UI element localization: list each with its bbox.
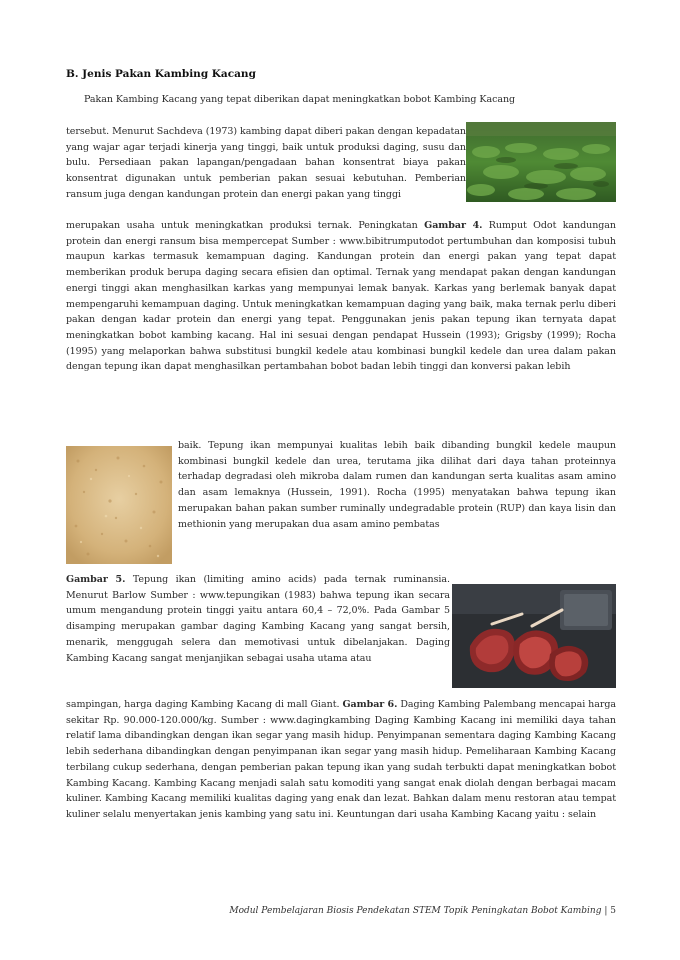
- raw-meat-image: [452, 584, 616, 688]
- paragraph-4: [66, 572, 450, 666]
- paragraph-5-start: sampingan, harga daging Kambing Kacang di mall Giant.: [66, 699, 340, 710]
- grass-field-image: [466, 122, 616, 202]
- fish-meal-image: [66, 446, 172, 564]
- figure-6-caption-label: Gambar 6.: [342, 699, 398, 710]
- paragraph-5: [66, 697, 616, 823]
- section-heading: B. Jenis Pakan Kambing Kacang: [66, 68, 256, 80]
- footer-text: Modul Pembelajaran Biosis Pendekatan STEM Topik Peningkatan Bobot Kambing |: [229, 906, 608, 916]
- figure-4-caption-label: Gambar 4.: [424, 220, 483, 231]
- paragraph-2-start: merupakan usaha untuk meningkatkan produksi ternak. Peningkatan: [66, 220, 418, 231]
- paragraph-1-continued: tersebut. Menurut Sachdeva (1973) kambing dapat diberi pakan dengan kepadatan yang wajar agar terjadi kinerja yang tinggi, baik untuk produksi daging, susu dan bulu. Persediaan pakan lapangan/pengadaan bahan konsentrat biaya pakan konsentrat digunakan untuk pemberian pakan sesuai kebutuhan. Pemberian ransum juga dengan kandungan protein dan energi pakan yang tinggi: [66, 126, 466, 200]
- paragraph-5-rest: Daging Kambing Palembang mencapai harga sekitar Rp. 90.000-120.000/kg. Sumber : www.dagingkambing Daging Kambing Kacang ini memiliki daya tahan relatif lama dibandingkan dengan ikan segar yang masih hidup. Penyimpanan sementara daging Kambing Kacang lebih sederhana dibandingkan dengan penyimpanan ikan segar yang masih hidup. Pemeliharaan Kambing Kacang terbilang cukup sederhana, dengan pemberian pakan tepung ikan yang sudah terbukti dapat meningkatkan bobot Kambing Kacang. Kambing Kacang menjadi salah satu komoditi yang sangat enak diolah dengan berbagai macam kuliner. Kambing Kacang memiliki kualitas daging yang enak dan lezat. Bahkan dalam menu restoran atau tempat kuliner selalu menyertakan jenis kambing yang satu ini. Keuntungan dari usaha Kambing Kacang yaitu : selain: [66, 699, 616, 820]
- paragraph-2-rest: Rumput Odot kandungan protein dan energi ransum bisa mempercepat Sumber : www.bibitrumputodot pertumbuhan dan komposisi tubuh maupun karkas termasuk kemampuan daging. Kandungan protein dan energi pakan yang tepat dapat memberikan produk berupa daging secara efisien dan optimal. Ternak yang mendapat pakan dengan kandungan energi tinggi akan menghasilkan karkas yang mempunyai lemak banyak. Karkas yang berlemak banyak dapat mempengaruhi kemampuan daging. Untuk meningkatkan kemampuan daging yang baik, maka ternak perlu diberi pakan dengan kadar protein dan energi yang tepat. Penggunakan jenis pakan tepung ikan ternyata dapat meningkatkan bobot kambing kacang. Hal ini sesuai dengan pendapat Hussein (1993); Grigsby (1999); Rocha (1995) yang melaporkan bahwa substitusi bungkil kedele atau kombinasi bungkil kedele dan urea dalam pakan dengan tepung ikan dapat menghasilkan pertambahan bobot badan lebih tinggi dan konversi pakan lebih: [66, 220, 616, 373]
- paragraph-1: Pakan Kambing Kacang yang tepat diberikan dapat meningkatkan bobot Kambing Kacang: [84, 94, 516, 105]
- page-number: 5: [610, 906, 616, 916]
- page-footer: [150, 906, 616, 916]
- paragraph-2: [66, 218, 616, 375]
- figure-5-caption-label: Gambar 5.: [66, 574, 126, 585]
- paragraph-4-text: Tepung ikan (limiting amino acids) pada ternak ruminansia. Menurut Barlow Sumber : www.tepungikan (1983) bahwa tepung ikan secara umum mengandung protein tinggi yaitu antara 60,4 – 72,0%. Pada Gambar 5 disamping merupakan gambar daging Kambing Kacang yang sangat bersih, menarik, menggugah selera dan memotivasi untuk dibelanjakan. Daging Kambing Kacang sangat menjanjikan sebagai usaha utama atau: [66, 574, 450, 664]
- paragraph-3: baik. Tepung ikan mempunyai kualitas lebih baik dibanding bungkil kedele maupun kombinasi bungkil kedele dan urea, terutama jika dilihat dari daya tahan proteinnya terhadap degradasi oleh mikroba dalam rumen dan kandungan serta kualitas asam amino dan asam lemaknya (Hussein, 1991). Rocha (1995) menyatakan bahwa tepung ikan merupakan bahan pakan sumber ruminally undegradable protein (RUP) dan kaya lisin dan methionin yang merupakan dua asam amino pembatas: [178, 440, 616, 530]
